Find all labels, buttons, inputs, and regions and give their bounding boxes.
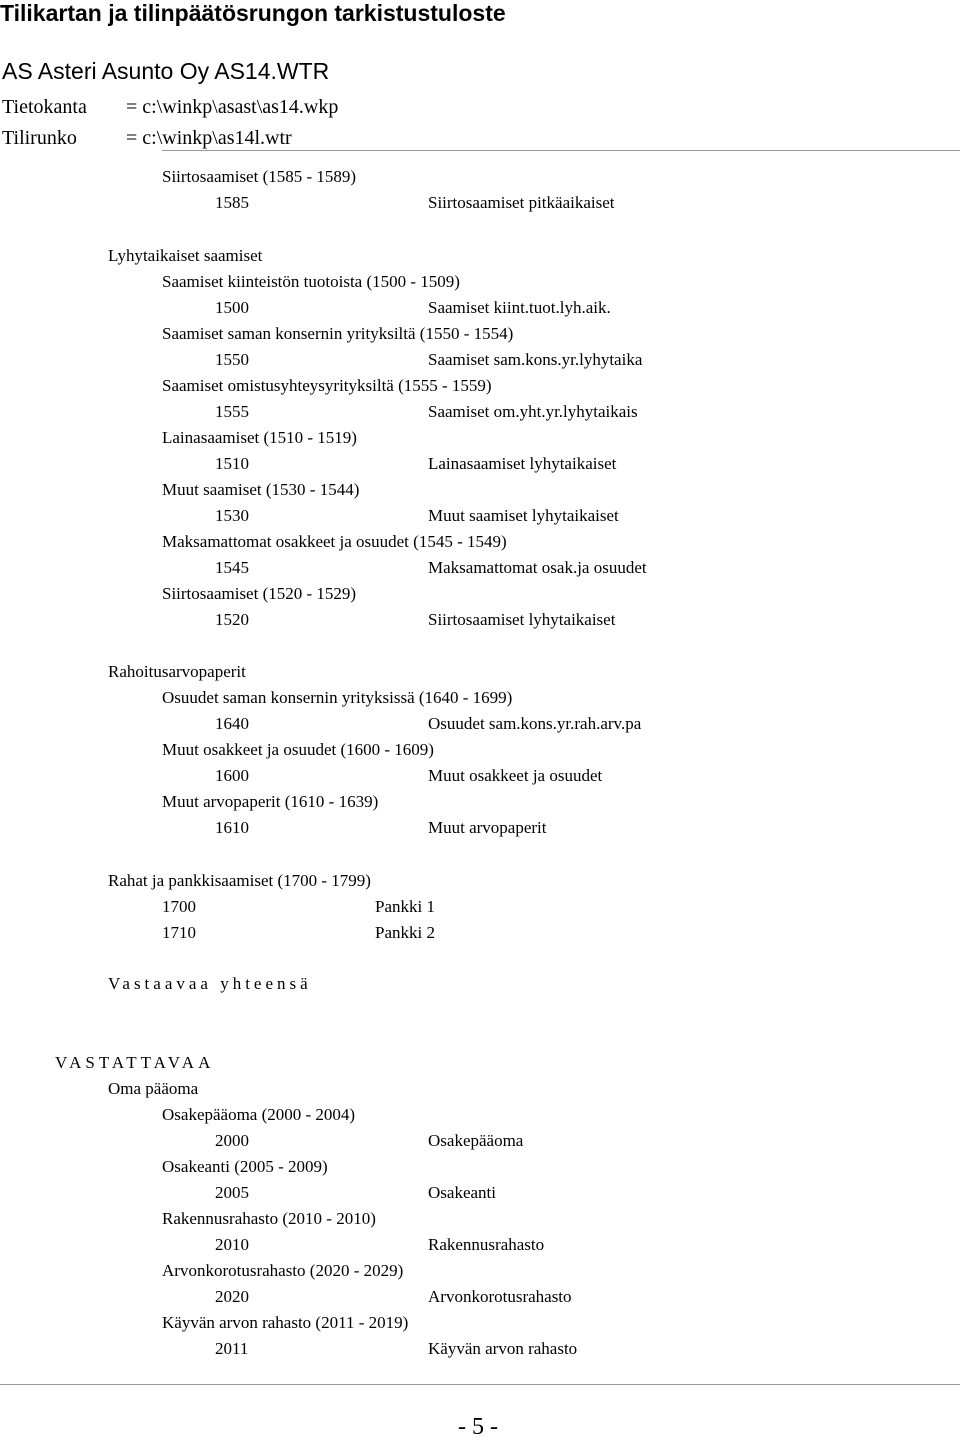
account-code: 1500 — [215, 298, 249, 317]
account-name: Saamiset sam.kons.yr.lyhytaika — [428, 350, 643, 369]
section-heading: Rahat ja pankkisaamiset (1700 - 1799) — [108, 871, 371, 890]
account-name: Muut arvopaperit — [428, 818, 547, 837]
account-name: Siirtosaamiset lyhytaikaiset — [428, 610, 616, 629]
meta-value-chart: = c:\winkp\as14l.wtr — [126, 127, 292, 149]
account-code: 1610 — [215, 818, 249, 837]
group-heading: Käyvän arvon rahasto (2011 - 2019) — [162, 1313, 409, 1332]
company-name: AS Asteri Asunto Oy AS14.WTR — [2, 58, 330, 84]
account-name: Lainasaamiset lyhytaikaiset — [428, 454, 617, 473]
account-name: Pankki 1 — [375, 897, 435, 916]
account-name: Saamiset kiint.tuot.lyh.aik. — [428, 298, 611, 317]
section-heading: Rahoitusarvopaperit — [108, 662, 246, 681]
group-heading: Lainasaamiset (1510 - 1519) — [162, 428, 357, 447]
account-code: 1530 — [215, 506, 249, 525]
group-heading: Osakeanti (2005 - 2009) — [162, 1157, 328, 1176]
account-name: Rakennusrahasto — [428, 1235, 545, 1254]
account-code: 1545 — [215, 558, 249, 577]
account-code: 1710 — [162, 923, 196, 942]
account-name: Käyvän arvon rahasto — [428, 1339, 578, 1358]
report-title: Tilikartan ja tilinpäätösrungon tarkistustuloste — [0, 0, 506, 26]
account-name: Arvonkorotusrahasto — [428, 1287, 572, 1306]
meta-label-database: Tietokanta — [2, 96, 87, 118]
account-name: Osakepääoma — [428, 1131, 524, 1150]
account-code: 1555 — [215, 402, 249, 421]
group-heading: Muut osakkeet ja osuudet (1600 - 1609) — [162, 740, 434, 759]
account-name: Saamiset om.yht.yr.lyhytaikais — [428, 402, 638, 421]
meta-value-database: = c:\winkp\asast\as14.wkp — [126, 96, 339, 118]
group-heading: Rakennusrahasto (2010 - 2010) — [162, 1209, 376, 1228]
page-number: - 5 - — [458, 1414, 498, 1440]
section-heading: Lyhytaikaiset saamiset — [108, 246, 263, 265]
section-heading: Vastaavaa yhteensä — [108, 974, 312, 993]
account-code: 2005 — [215, 1183, 249, 1202]
group-heading: Muut arvopaperit (1610 - 1639) — [162, 792, 379, 811]
group-heading: Muut saamiset (1530 - 1544) — [162, 480, 360, 499]
section-heading: VASTATTAVAA — [55, 1053, 215, 1072]
group-heading: Osakepääoma (2000 - 2004) — [162, 1105, 356, 1124]
group-heading: Saamiset saman konsernin yrityksiltä (1550 - 1554) — [162, 324, 514, 343]
account-code: 1520 — [215, 610, 249, 629]
group-heading: Siirtosaamiset (1520 - 1529) — [162, 584, 357, 603]
account-code: 2011 — [215, 1339, 249, 1358]
group-heading: Siirtosaamiset (1585 - 1589) — [162, 167, 357, 186]
account-code: 2000 — [215, 1131, 249, 1150]
group-heading: Osuudet saman konsernin yrityksissä (1640 - 1699) — [162, 688, 513, 707]
account-name: Osuudet sam.kons.yr.rah.arv.pa — [428, 714, 642, 733]
account-name: Siirtosaamiset pitkäaikaiset — [428, 193, 615, 212]
account-name: Muut osakkeet ja osuudet — [428, 766, 603, 785]
section-heading: Oma pääoma — [108, 1079, 199, 1098]
account-name: Muut saamiset lyhytaikaiset — [428, 506, 619, 525]
group-heading: Arvonkorotusrahasto (2020 - 2029) — [162, 1261, 404, 1280]
group-heading: Saamiset kiinteistön tuotoista (1500 - 1509) — [162, 272, 460, 291]
account-code: 2010 — [215, 1235, 249, 1254]
account-code: 1700 — [162, 897, 196, 916]
account-code: 1600 — [215, 766, 249, 785]
account-code: 1510 — [215, 454, 249, 473]
account-name: Pankki 2 — [375, 923, 435, 942]
account-code: 1640 — [215, 714, 249, 733]
account-code: 1585 — [215, 193, 249, 212]
account-code: 1550 — [215, 350, 249, 369]
meta-label-chart: Tilirunko — [2, 127, 77, 149]
footer-divider — [0, 1384, 960, 1385]
account-name: Osakeanti — [428, 1183, 496, 1202]
group-heading: Maksamattomat osakkeet ja osuudet (1545 - 1549) — [162, 532, 507, 551]
group-heading: Saamiset omistusyhteysyrityksiltä (1555 - 1559) — [162, 376, 492, 395]
account-code: 2020 — [215, 1287, 249, 1306]
header-divider — [162, 150, 960, 151]
account-name: Maksamattomat osak.ja osuudet — [428, 558, 647, 577]
